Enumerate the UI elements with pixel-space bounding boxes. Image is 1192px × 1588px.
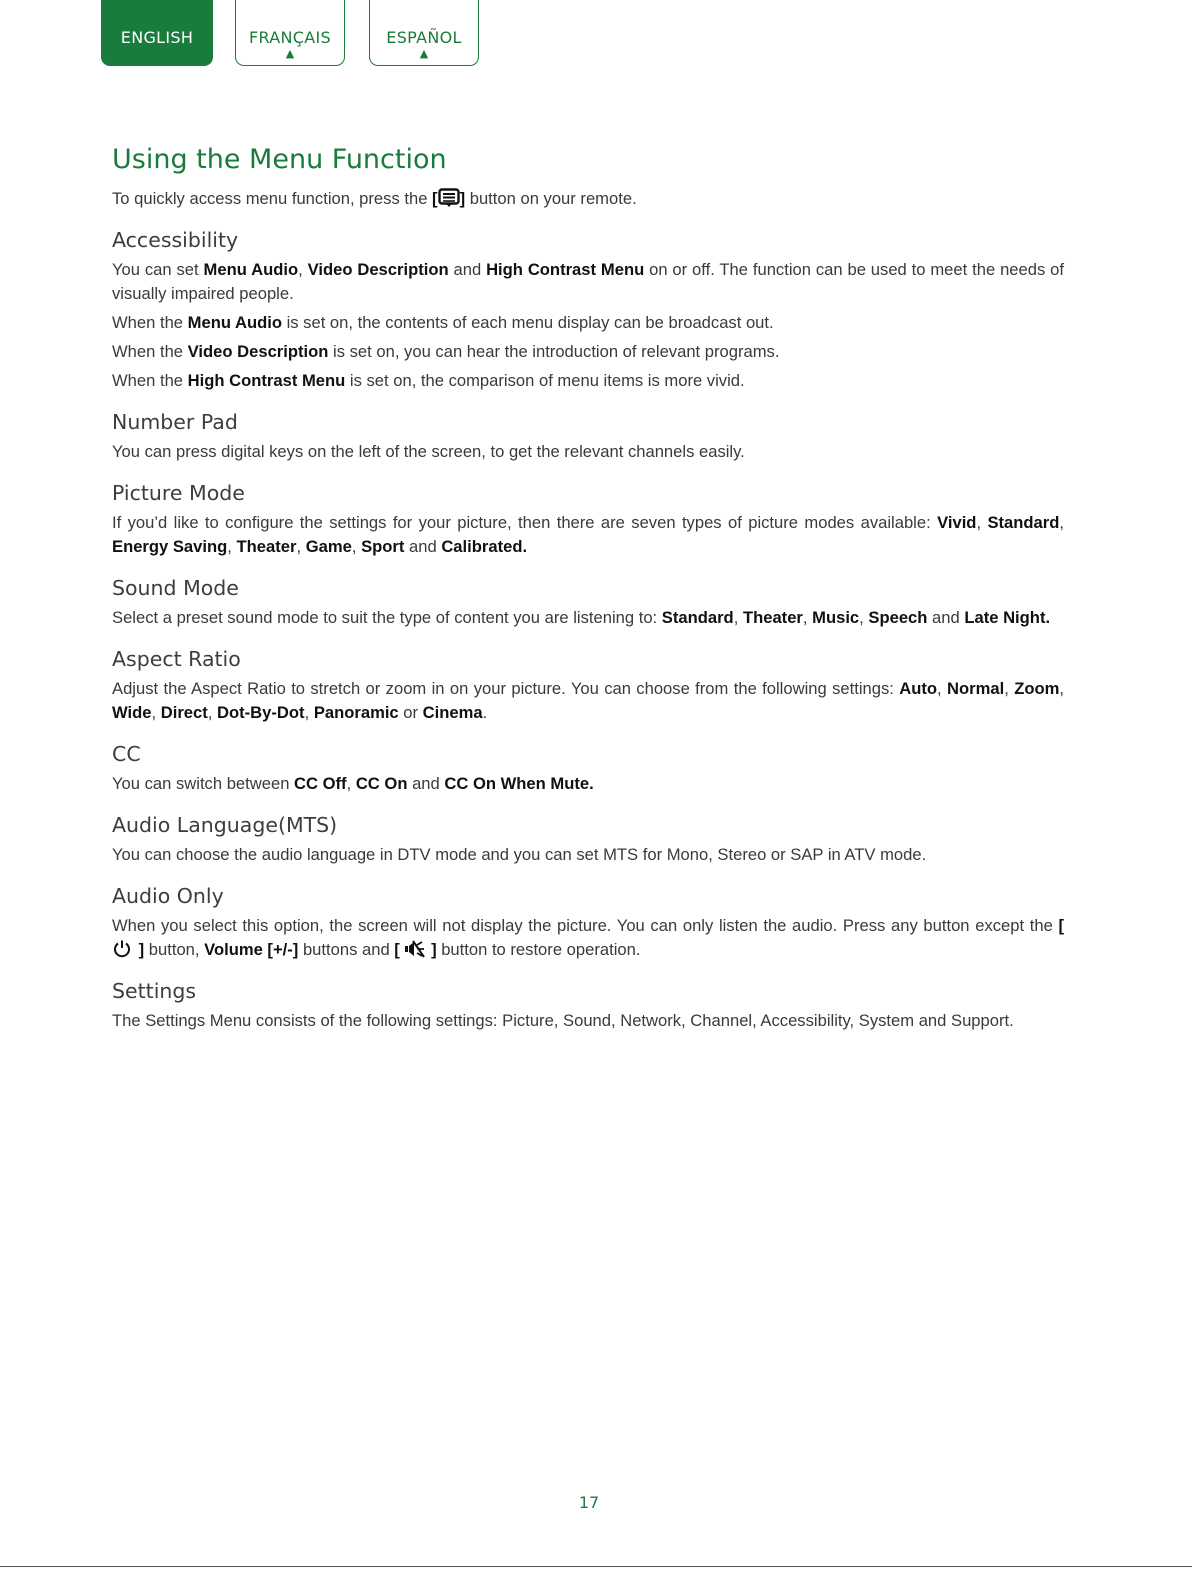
accessibility-p4: When the High Contrast Menu is set on, the comparison of menu items is more vivid. (112, 371, 745, 390)
section-cc (112, 739, 1064, 796)
section-aspect-ratio (112, 644, 1064, 725)
tab-espanol-label: ESPAÑOL (386, 28, 462, 47)
power-icon (112, 939, 134, 959)
tab-francais-arrow-icon: ▲ (285, 47, 295, 60)
sound-mode-text: Select a preset sound mode to suit the type of content you are listening to: Standard, Theater, Music, Speech and Late Night. (112, 608, 1051, 627)
section-picture-mode (112, 478, 1064, 559)
section-audio-only (112, 881, 1064, 962)
aspect-ratio-text: Adjust the Aspect Ratio to stretch or zoom in on your picture. You can choose from the following settings: Auto, Normal, Zoom, Wide, Direct, Dot-By-Dot, Panoramic or Cinema. (112, 679, 1064, 722)
section-number-pad (112, 407, 1064, 464)
accessibility-p1: You can set Menu Audio, Video Description and High Contrast Menu on or off. The function can be used to meet the needs of visually impaired people. (112, 260, 1064, 303)
section-settings (112, 976, 1064, 1033)
menu-button-icon (438, 188, 460, 208)
settings-text: The Settings Menu consists of the following settings: Picture, Sound, Network, Channel, Accessibility, System and Support. (112, 1011, 1014, 1030)
accessibility-p2: When the Menu Audio is set on, the contents of each menu display can be broadcast out. (112, 313, 774, 332)
cc-text: You can switch between CC Off, CC On and CC On When Mute. (112, 774, 594, 793)
bottom-divider (0, 1566, 1192, 1567)
heading-cc: CC (112, 742, 141, 766)
heading-accessibility: Accessibility (112, 228, 239, 252)
section-sound-mode (112, 573, 1064, 630)
page-number: 17 (578, 1493, 600, 1512)
main-content (112, 140, 1064, 1033)
accessibility-p3: When the Video Description is set on, you can hear the introduction of relevant programs. (112, 342, 780, 361)
tab-espanol-arrow-icon: ▲ (419, 47, 429, 60)
tab-english[interactable] (101, 0, 213, 66)
audio-only-text: When you select this option, the screen will not display the picture. You can only listen the audio. Press any button except the [ ] button, Volume [+/-] buttons and [ ] button to restore operation. (112, 916, 1064, 959)
tab-francais[interactable] (235, 0, 345, 66)
tab-francais-label: FRANÇAIS (249, 28, 331, 47)
bracket-close: ] (459, 189, 466, 208)
heading-number-pad: Number Pad (112, 410, 238, 434)
heading-audio-only: Audio Only (112, 884, 224, 908)
page-title: Using the Menu Function (112, 144, 447, 175)
section-audio-language (112, 810, 1064, 867)
heading-picture-mode: Picture Mode (112, 481, 245, 505)
heading-aspect-ratio: Aspect Ratio (112, 647, 241, 671)
heading-settings: Settings (112, 979, 197, 1003)
bracket-open: [ (432, 189, 438, 208)
intro-text (112, 187, 1064, 211)
audio-language-text: You can choose the audio language in DTV mode and you can set MTS for Mono, Stereo or SAP in ATV mode. (112, 845, 927, 864)
number-pad-text: You can press digital keys on the left of the screen, to get the relevant channels easily. (112, 442, 745, 461)
picture-mode-text: If you’d like to configure the settings for your picture, then there are seven types of picture modes available: Vivid, Standard, Energy Saving, Theater, Game, Sport and Calibrated. (112, 513, 1064, 556)
intro-text-2: button on your remote. (465, 189, 637, 208)
intro-text-1: To quickly access menu function, press the (112, 189, 433, 208)
mute-icon (404, 939, 426, 959)
heading-audio-language: Audio Language(MTS) (112, 813, 338, 837)
heading-sound-mode: Sound Mode (112, 576, 239, 600)
section-accessibility (112, 225, 1064, 393)
tab-espanol[interactable] (369, 0, 479, 66)
tab-english-label: ENGLISH (120, 28, 194, 47)
